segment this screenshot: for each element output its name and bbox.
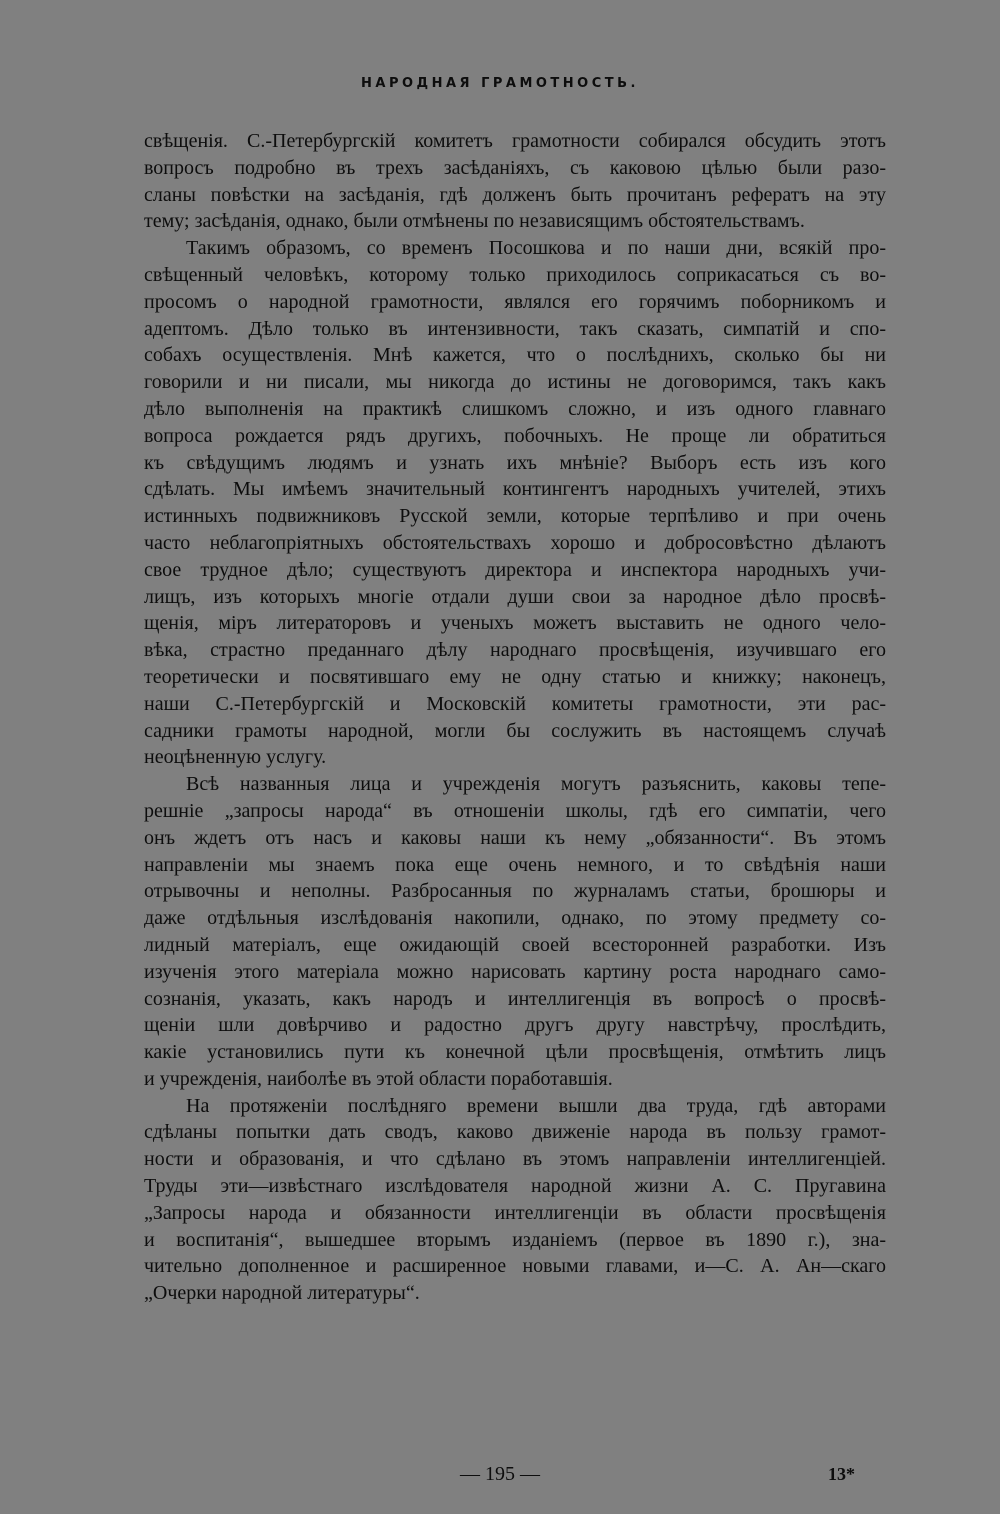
text-line: вопросъ подробно въ трехъ засѣданіяхъ, съ каковою цѣлью были разо- bbox=[144, 156, 886, 179]
text-line: изученія этого матеріала можно нарисовать картину роста народнаго само- bbox=[144, 960, 886, 983]
text-line: свѣщенія. С.-Петербургскій комитетъ грамотности собирался обсудить этотъ bbox=[144, 130, 886, 152]
text-line: решніе „запросы народа“ въ отношеніи школы, гдѣ его симпатіи, чего bbox=[144, 799, 886, 822]
text-line: вопроса рождается рядъ другихъ, побочныхъ. Не проще ли обратиться bbox=[144, 424, 886, 447]
signature-mark: 13* bbox=[828, 1464, 855, 1484]
text-line: Труды эти—извѣстнаго изслѣдователя народной жизни А. С. Пругавина bbox=[144, 1175, 886, 1198]
text-line: отрывочны и неполны. Разбросанныя по журналамъ статьи, брошюры и bbox=[144, 880, 886, 903]
page-number: — 195 — bbox=[460, 1463, 540, 1485]
text-line: теоретически и посвятившаго ему не одну статью и книжку; наконецъ, bbox=[144, 665, 886, 688]
text-line: сдѣланы попытки дать сводъ, каково движеніе народа въ пользу грамот- bbox=[144, 1121, 886, 1144]
text-line: дѣло выполненія на практикѣ слишкомъ сложно, и изъ одного главнаго bbox=[144, 397, 886, 420]
text-line: говорили и ни писали, мы никогда до истины не договоримся, такъ какъ bbox=[144, 371, 886, 394]
text-line: истинныхъ подвижниковъ Русской земли, которые терпѣливо и при очень bbox=[144, 505, 886, 528]
text-line: неоцѣненную услугу. bbox=[144, 746, 327, 769]
text-line: вѣка, страстно преданнаго дѣлу народнаго просвѣщенія, изучившаго его bbox=[144, 639, 886, 662]
text-line: адептомъ. Дѣло только въ интензивности, такъ сказать, симпатій и спо- bbox=[144, 317, 886, 340]
text-line: лидный матеріалъ, еще ожидающій своей всесторонней разработки. Изъ bbox=[144, 933, 886, 956]
text-line: свѣщенный человѣкъ, которому только приходилось соприкасаться съ во- bbox=[144, 263, 886, 286]
body-text bbox=[144, 128, 886, 1307]
text-line: и воспитанія“, вышедшее вторымъ изданіемъ (первое въ 1890 г.), зна- bbox=[144, 1228, 886, 1251]
text-line: щеніи шли довѣрчиво и радостно другъ другу навстрѣчу, прослѣдить, bbox=[144, 1014, 886, 1037]
text-line: На протяженіи послѣдняго времени вышли два труда, гдѣ авторами bbox=[186, 1094, 886, 1117]
text-line: сознанія, указать, какъ народъ и интеллигенція въ вопросѣ о просвѣ- bbox=[144, 987, 886, 1010]
text-line: сланы повѣстки на засѣданія, гдѣ долженъ быть прочитанъ рефератъ на эту bbox=[144, 183, 886, 206]
text-line: направленіи мы знаемъ пока еще очень немного, и то свѣдѣнія наши bbox=[144, 853, 886, 876]
text-line: и учрежденія, наиболѣе въ этой области поработавшія. bbox=[144, 1067, 613, 1090]
text-line: садники грамоты народной, могли бы сослужить въ настоящемъ случаѣ bbox=[144, 719, 886, 742]
text-line: тему; засѣданія, однако, были отмѣнены по независящимъ обстоятельствамъ. bbox=[144, 210, 805, 233]
text-line: сдѣлать. Мы имѣемъ значительный контингентъ народныхъ учителей, этихъ bbox=[144, 478, 886, 501]
text-line: ности и образованія, и что сдѣлано въ этомъ направленіи интеллигенціей. bbox=[144, 1148, 886, 1171]
text-line: наши С.-Петербургскій и Московскій комитеты грамотности, эти рас- bbox=[144, 692, 886, 715]
text-line: онъ ждетъ отъ насъ и каковы наши къ нему „обязанности“. Въ этомъ bbox=[144, 826, 886, 849]
text-line: даже отдѣльныя изслѣдованія накопили, однако, по этому предмету со- bbox=[144, 907, 886, 930]
text-line: чительно дополненное и расширенное новыми главами, и—С. А. Ан—скаго bbox=[144, 1255, 886, 1278]
text-line: часто неблагопріятныхъ обстоятельствахъ хорошо и добросовѣстно дѣлаютъ bbox=[144, 531, 886, 554]
text-line: Такимъ образомъ, со временъ Посошкова и по наши дни, всякій про- bbox=[186, 237, 886, 260]
text-line: какіе установились пути къ конечной цѣли просвѣщенія, отмѣтить лицъ bbox=[144, 1041, 886, 1064]
text-line: „Запросы народа и обязанности интеллигенціи въ области просвѣщенія bbox=[144, 1201, 886, 1224]
text-line: лищъ, изъ которыхъ многіе отдали души свои за народное дѣло просвѣ- bbox=[144, 585, 886, 608]
text-line: щенія, міръ литераторовъ и ученыхъ можетъ выставить не одного чело- bbox=[144, 612, 886, 635]
text-line: собахъ осуществленія. Мнѣ кажется, что о послѣднихъ, сколько бы ни bbox=[144, 344, 886, 367]
text-line: къ свѣдущимъ людямъ и узнать ихъ мнѣніе? Выборъ есть изъ кого bbox=[144, 451, 886, 474]
text-line: свое трудное дѣло; существуютъ директора и инспектора народныхъ учи- bbox=[144, 558, 886, 581]
text-line: просомъ о народной грамотности, являлся его горячимъ поборникомъ и bbox=[144, 290, 886, 313]
text-line: „Очерки народной литературы“. bbox=[144, 1282, 420, 1305]
running-title: НАРОДНАЯ ГРАМОТНОСТЬ. bbox=[361, 76, 639, 91]
text-line: Всѣ названныя лица и учрежденія могутъ разъяснить, каковы тепе- bbox=[186, 773, 886, 796]
